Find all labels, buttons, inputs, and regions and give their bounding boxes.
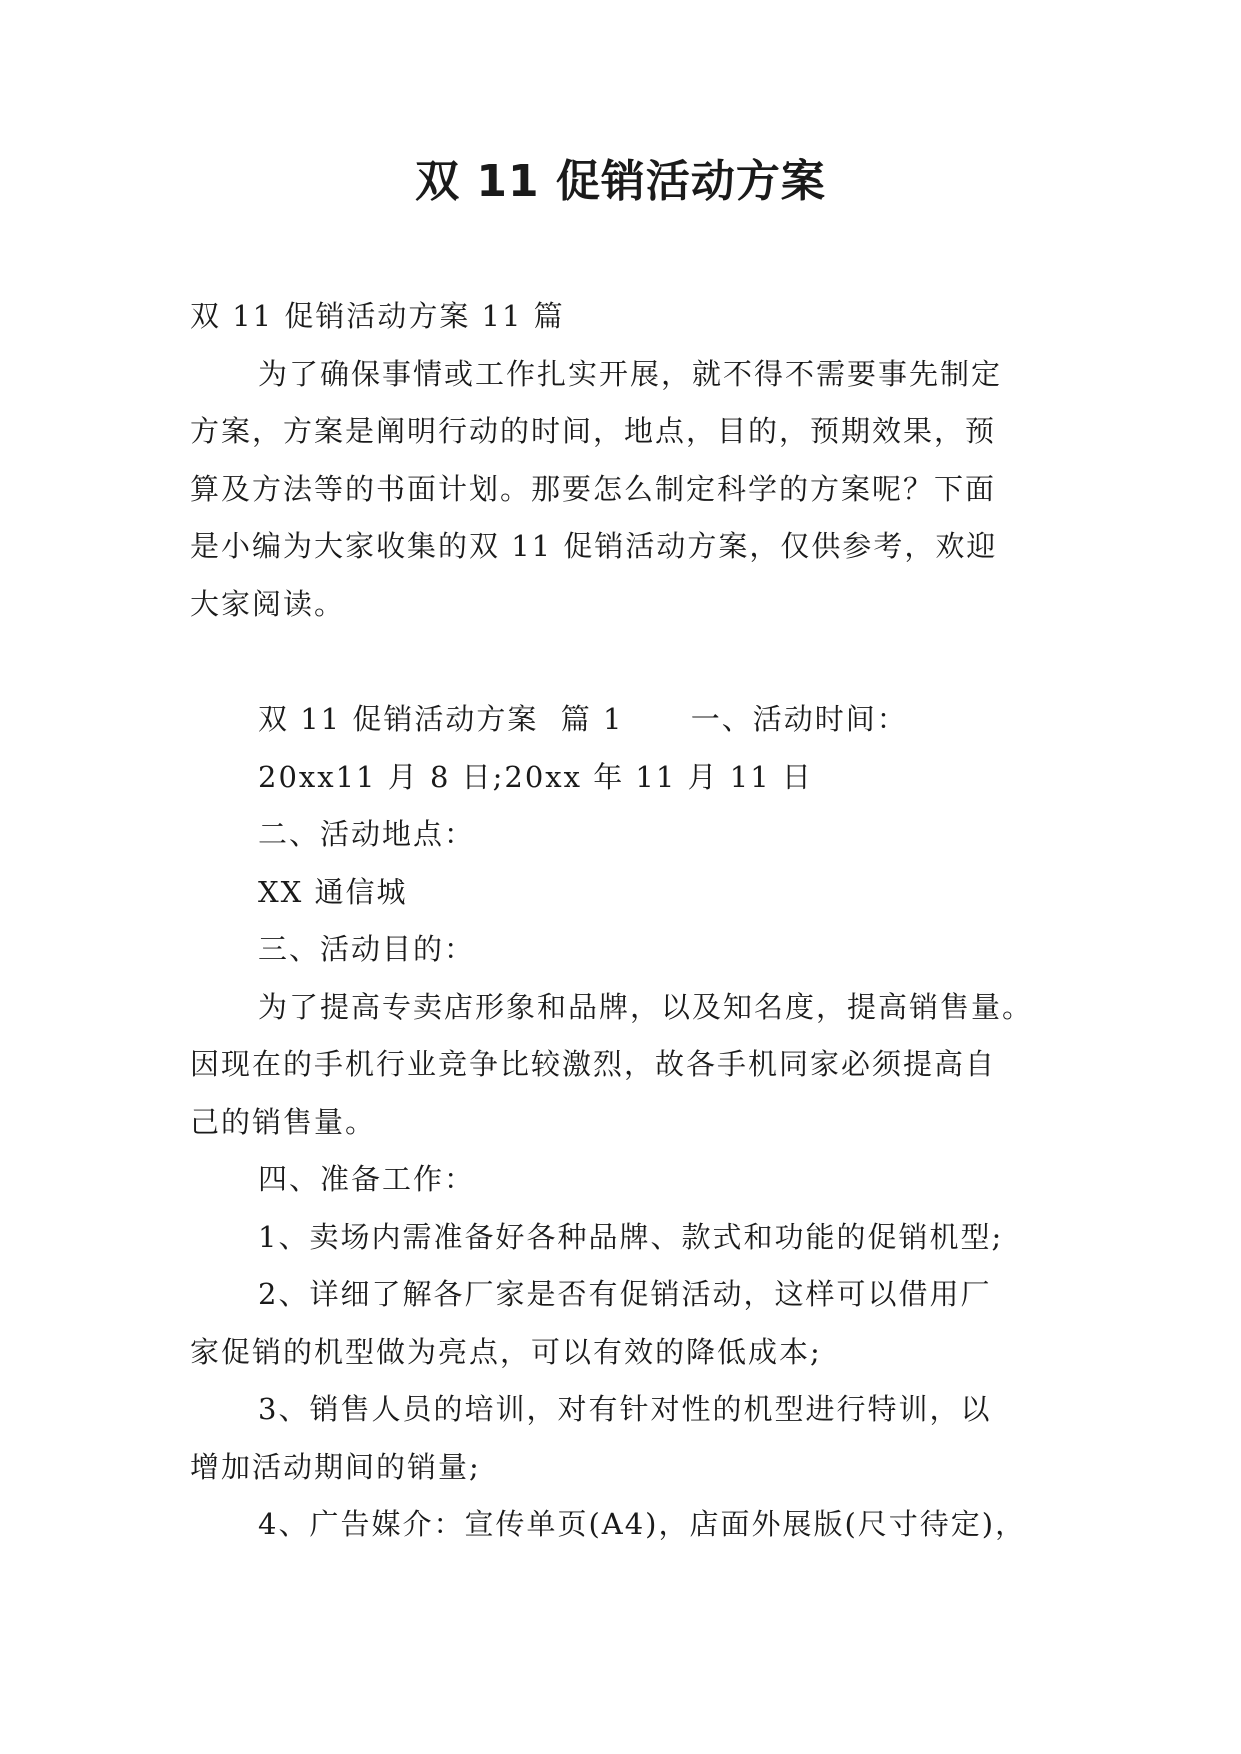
intro-line: 方案，方案是阐明行动的时间，地点，目的，预期效果，预 <box>190 414 997 448</box>
intro-line: 是小编为大家收集的双 11 促销活动方案，仅供参考，欢迎 <box>190 529 998 563</box>
list-item-line: 1、卖场内需准备好各种品牌、款式和功能的促销机型; <box>258 1220 1004 1254</box>
body-line: 己的销售量。 <box>190 1105 377 1139</box>
body-line: 为了提高专卖店形象和品牌，以及知名度，提高销售量。 <box>258 990 1034 1024</box>
body-line: 四、准备工作： <box>258 1162 476 1196</box>
intro-line: 为了确保事情或工作扎实开展，就不得不需要事先制定 <box>258 357 1003 391</box>
list-item-line: 家促销的机型做为亮点，可以有效的降低成本; <box>190 1335 822 1369</box>
document-title: 双 11 促销活动方案 <box>415 156 826 207</box>
subtitle-line: 双 11 促销活动方案 11 篇 <box>190 299 565 333</box>
section-heading-line: 双 11 促销活动方案 篇 1 一、活动时间： <box>258 702 908 736</box>
intro-line: 大家阅读。 <box>190 587 346 621</box>
list-item-line: 3、销售人员的培训，对有针对性的机型进行特训，以 <box>258 1392 992 1426</box>
body-line: 20xx11 月 8 日;20xx 年 11 月 11 日 <box>258 760 813 794</box>
list-item-line: 增加活动期间的销量; <box>190 1450 481 1484</box>
list-item-line: 4、广告媒介：宣传单页(A4)，店面外展版(尺寸待定)， <box>258 1507 1027 1541</box>
body-line: XX 通信城 <box>258 875 408 909</box>
body-line: 三、活动目的： <box>258 932 476 966</box>
body-line: 二、活动地点： <box>258 817 476 851</box>
intro-line: 算及方法等的书面计划。那要怎么制定科学的方案呢？下面 <box>190 472 997 506</box>
list-item-line: 2、详细了解各厂家是否有促销活动，这样可以借用厂 <box>258 1277 992 1311</box>
body-line: 因现在的手机行业竞争比较激烈，故各手机同家必须提高自 <box>190 1047 997 1081</box>
